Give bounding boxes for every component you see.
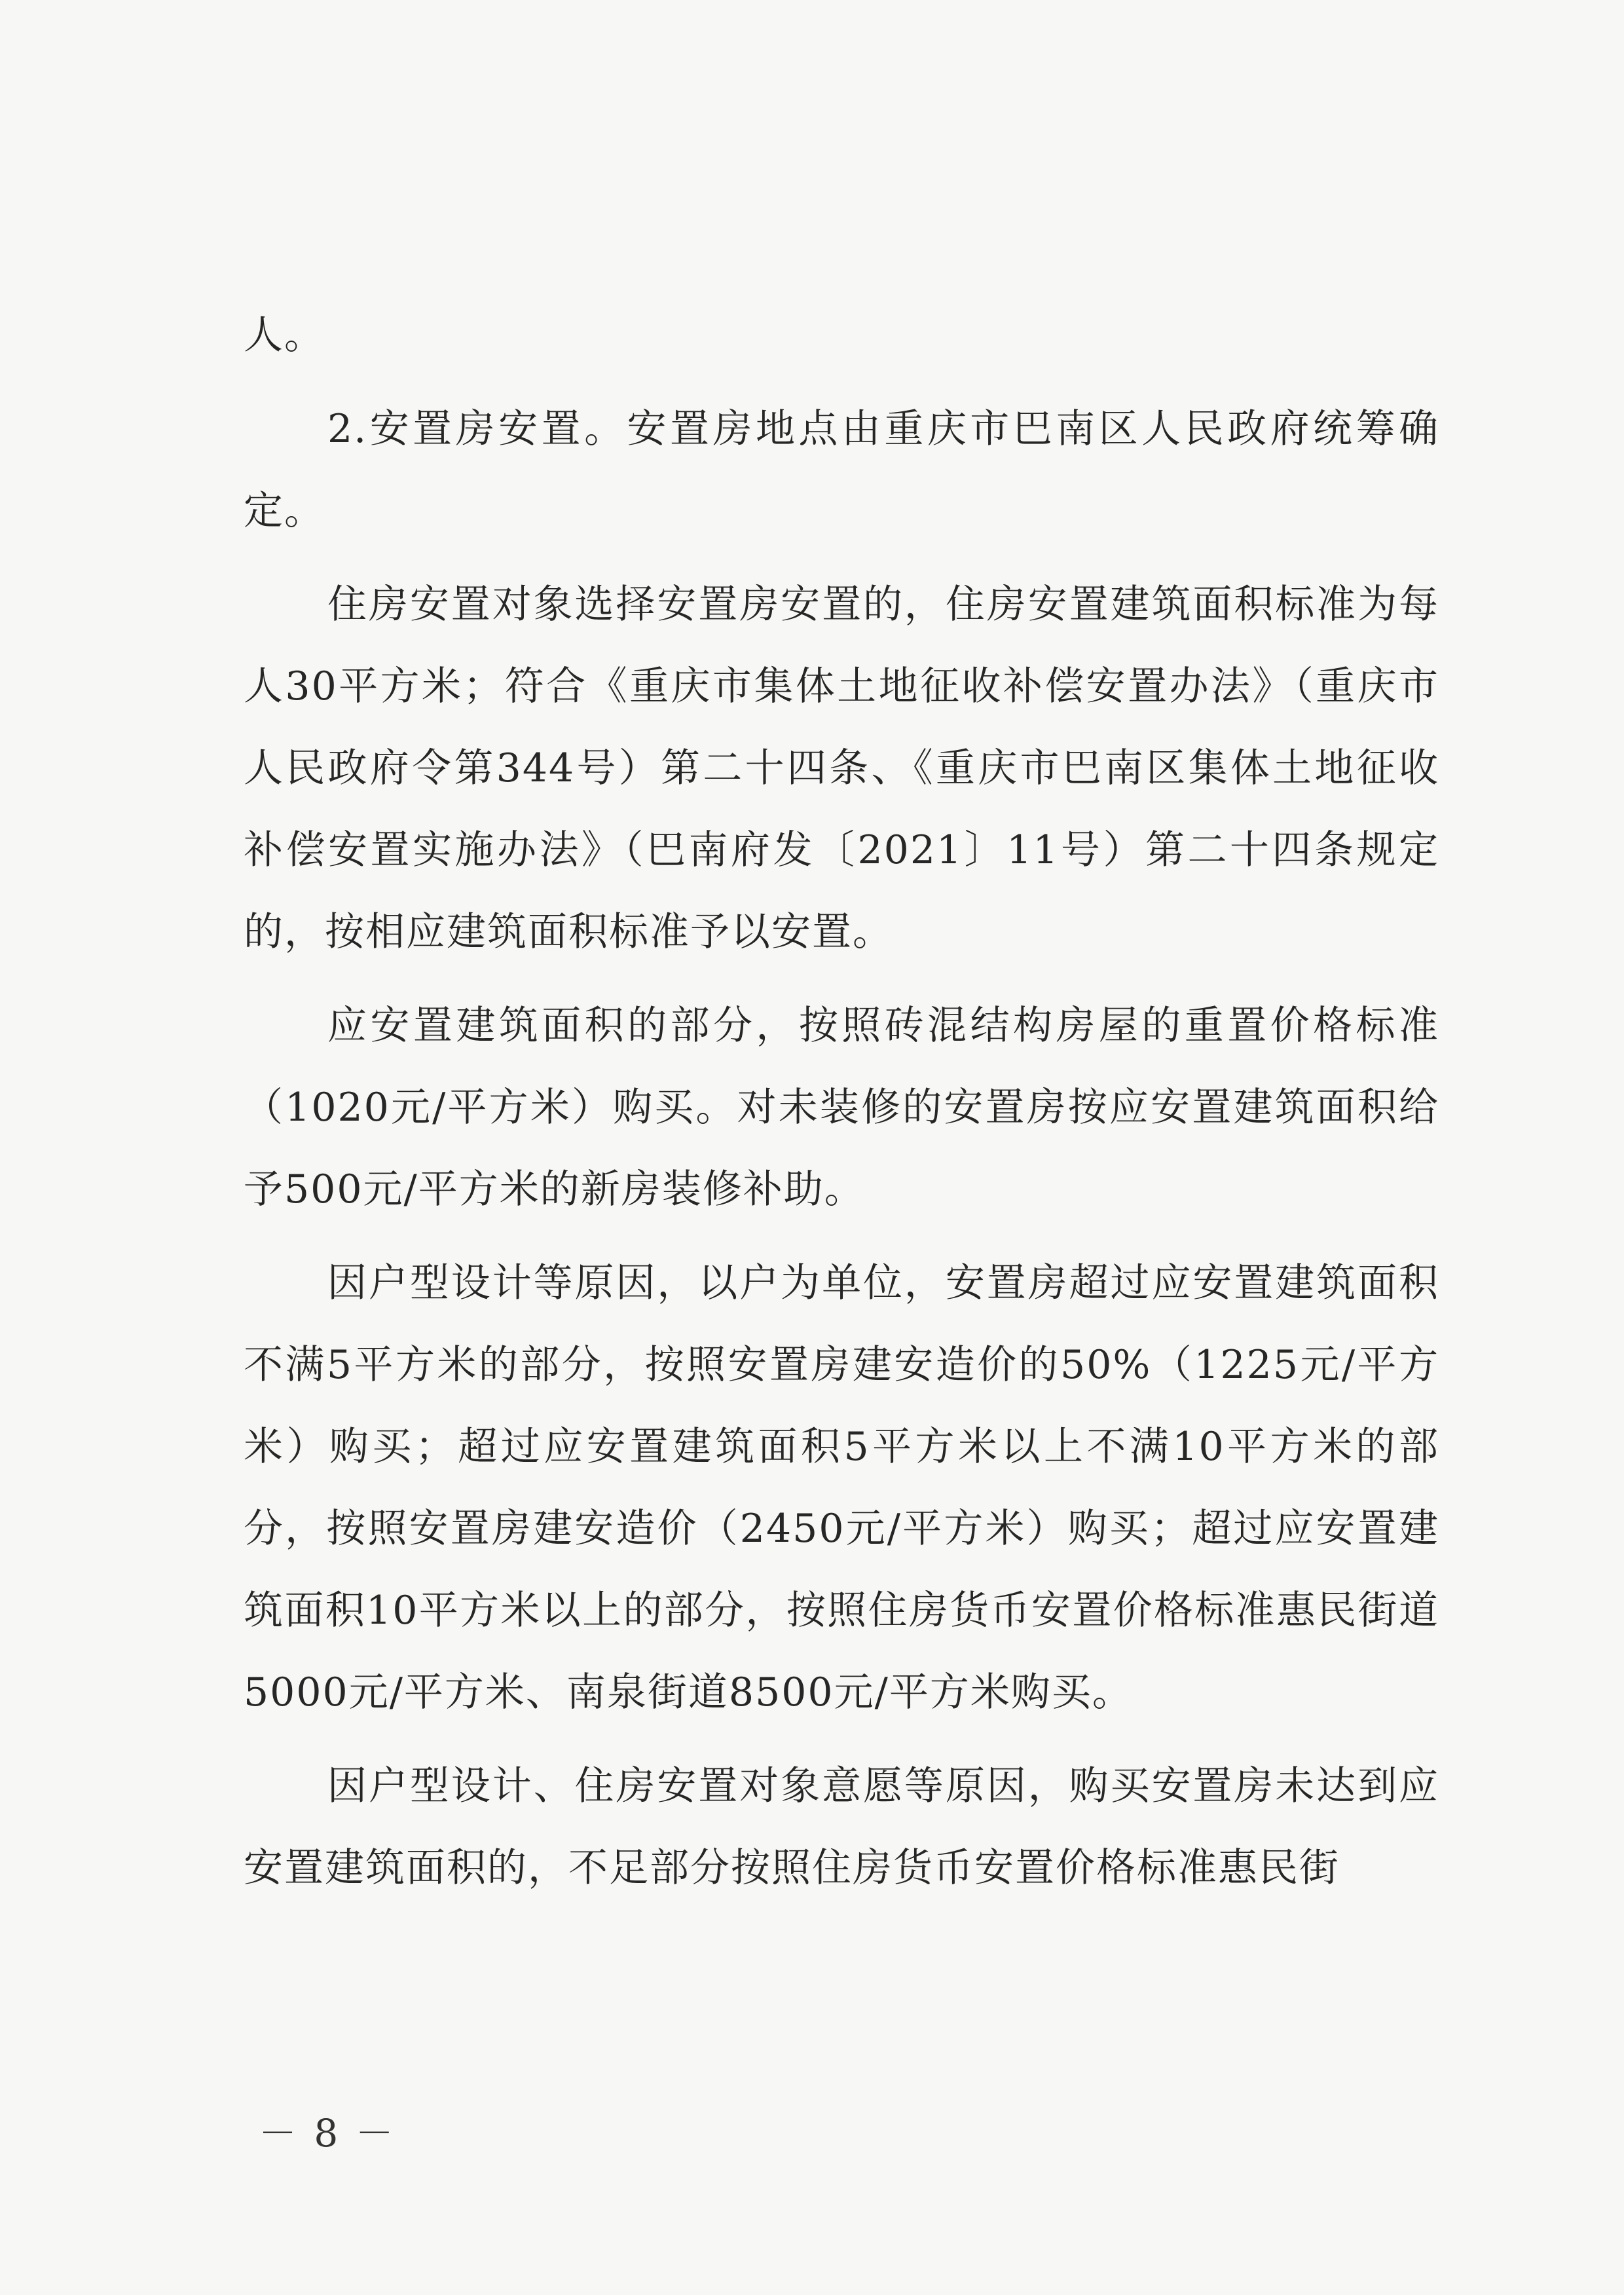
document-body: [244, 295, 1439, 1921]
paragraph-purchase-price: 应安置建筑面积的部分，按照砖混结构房屋的重置价格标准（1020元/平方米）购买。对未装修的安置房按应安置建筑面积给予500元/平方米的新房装修补助。: [244, 1003, 1439, 1212]
page-number: － 8 －: [259, 2111, 396, 2155]
paragraph-continuation: 人。: [244, 312, 325, 358]
paragraph-excess-area: 因户型设计等原因，以户为单位，安置房超过应安置建筑面积不满5平方米的部分，按照安置房建安造价的50%（1225元/平方米）购买；超过应安置建筑面积5平方米以上不满10平方米的部分，按照安置房建安造价（2450元/平方米）购买；超过应安置建筑面积10平方米以上的部分，按照住房货币安置价格标准惠民街道5000元/平方米、南泉街道8500元/平方米购买。: [244, 1260, 1439, 1715]
paragraph-insufficient-area: 因户型设计、住房安置对象意愿等原因，购买安置房未达到应安置建筑面积的，不足部分按照住房货币安置价格标准惠民街: [244, 1763, 1439, 1891]
paragraph-resettlement-housing: 2.安置房安置。安置房地点由重庆市巴南区人民政府统筹确定。: [244, 406, 1439, 534]
paragraph-area-standard: 住房安置对象选择安置房安置的，住房安置建筑面积标准为每人30平方米；符合《重庆市集体土地征收补偿安置办法》（重庆市人民政府令第344号）第二十四条、《重庆市巴南区集体土地征收补偿安置实施办法》（巴南府发〔2021〕11号）第二十四条规定的，按相应建筑面积标准予以安置。: [244, 582, 1439, 955]
